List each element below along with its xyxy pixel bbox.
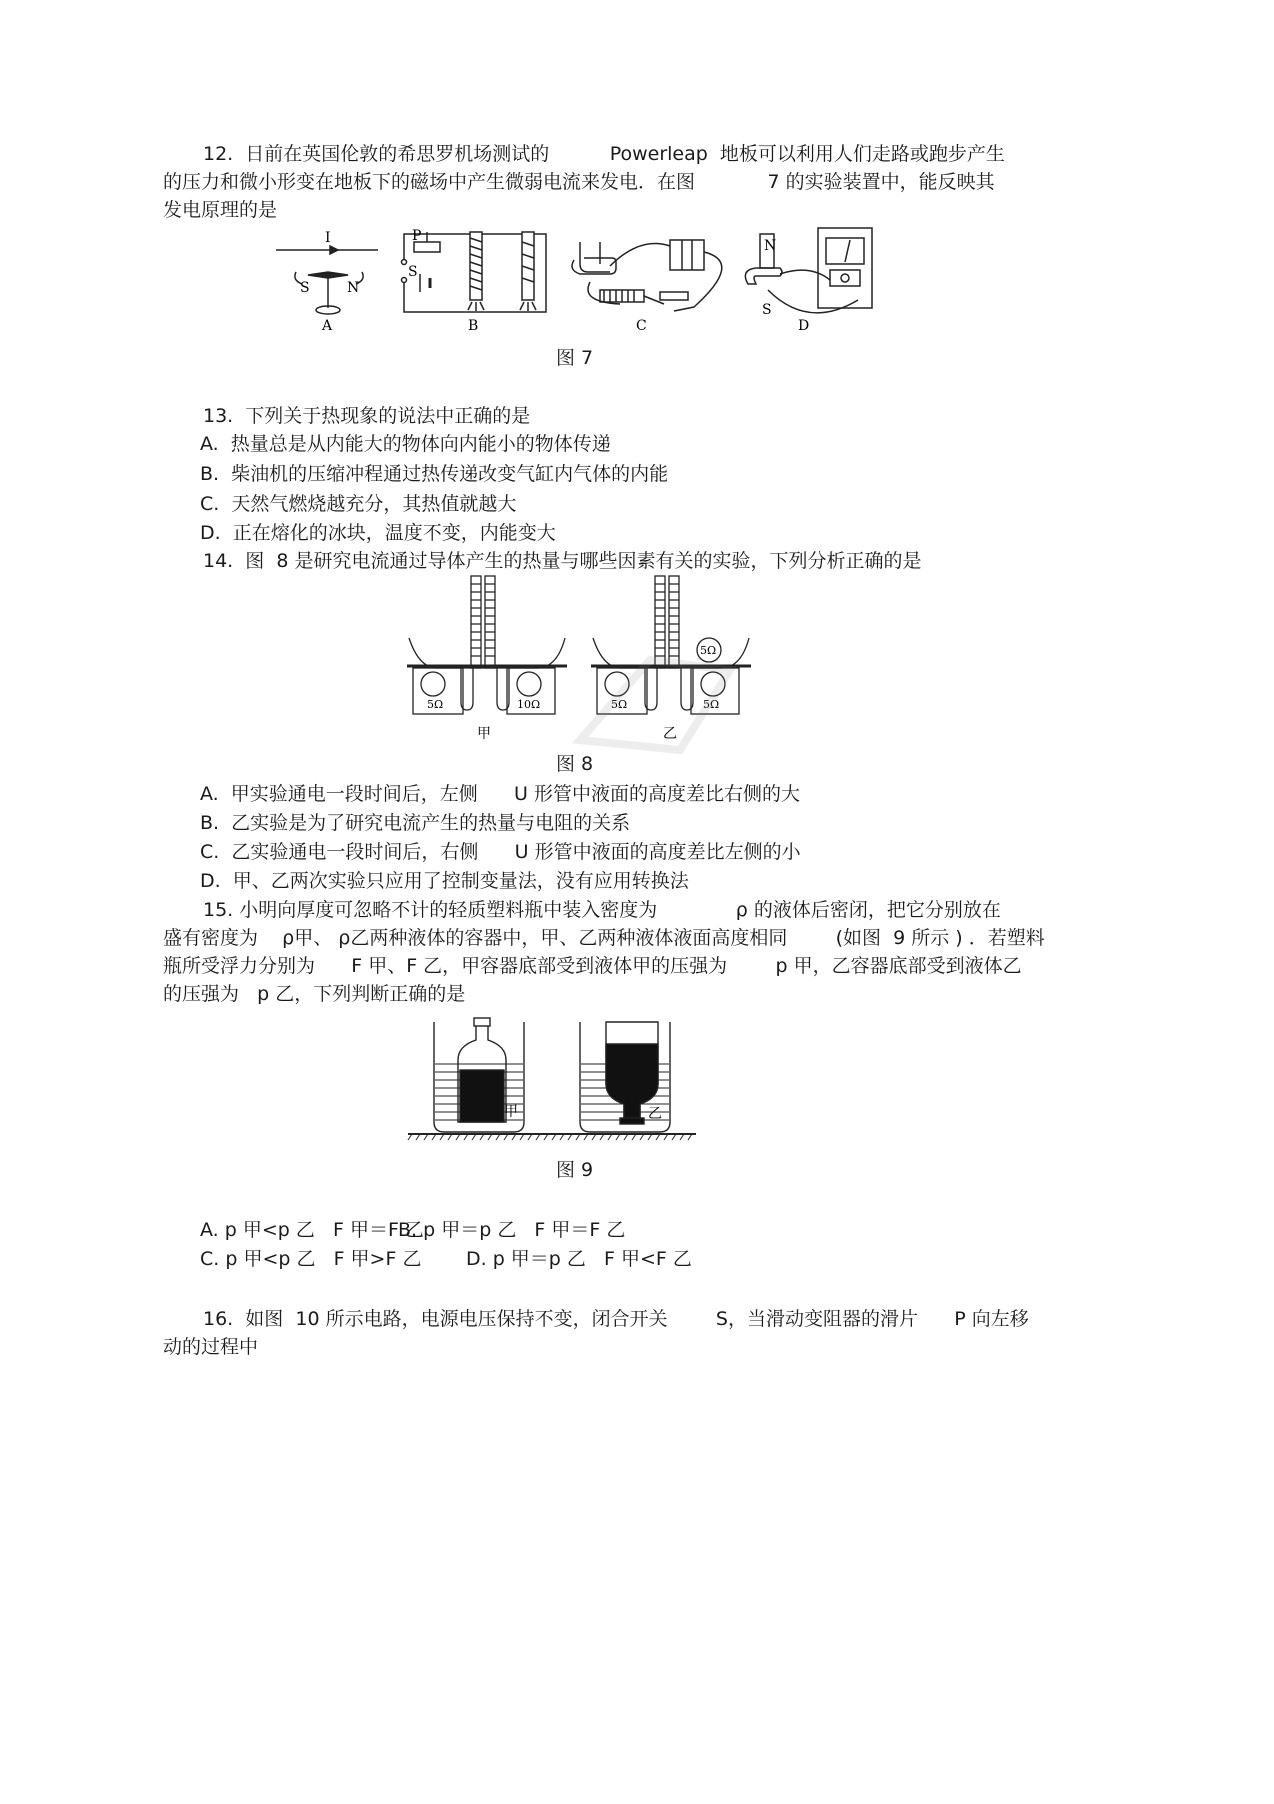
q15-line-3: 瓶所受浮力分别为 F 甲、F 乙，甲容器底部受到液体甲的压强为 p 甲，乙容器底部受到液体乙 <box>163 955 1022 977</box>
fig7-d-n-label: N <box>764 238 777 254</box>
figure-8-caption: 图 8 <box>556 753 594 775</box>
figure-7-c-motor <box>572 240 722 311</box>
fig8-resistor-2: 10Ω <box>517 698 541 711</box>
fig7-label-d: D <box>798 318 810 334</box>
fig7-current-label: I <box>325 230 331 246</box>
q15-option-c: C. p 甲<p 乙 F 甲>F 乙 <box>200 1248 422 1270</box>
q14-option-c: C. 乙实验通电一段时间后，右侧 U 形管中液面的高度差比左侧的小 <box>200 841 801 863</box>
q12-line-3: 发电原理的是 <box>163 199 278 221</box>
q14-option-d: D. 甲、乙两次实验只应用了控制变量法，没有应用转换法 <box>200 870 689 892</box>
q15-option-a: A. p 甲<p 乙 F 甲＝F 乙 <box>200 1219 424 1241</box>
fig7-a-n-label: N <box>347 280 360 296</box>
q16-line-1: 16. 如图 10 所示电路，电源电压保持不变，闭合开关 S，当滑动变阻器的滑片 P 向左移 <box>203 1308 1029 1330</box>
fig8-label-jia: 甲 <box>477 726 491 742</box>
fig9-label-jia: 甲 <box>504 1104 518 1120</box>
q14-option-a: A. 甲实验通电一段时间后，左侧 U 形管中液面的高度差比右侧的大 <box>200 783 800 805</box>
fig9-label-yi: 乙 <box>648 1106 662 1122</box>
figure-7-b-electromagnet <box>402 232 547 312</box>
fig7-label-b: B <box>468 318 479 334</box>
figure-7-caption: 图 7 <box>556 347 594 369</box>
fig8-resistor-5: 5Ω <box>700 644 717 657</box>
q13-option-c: C. 天然气燃烧越充分，其热值就越大 <box>200 493 517 515</box>
fig7-label-a: A <box>322 318 333 334</box>
fig7-d-s-label: S <box>762 302 772 318</box>
figure-9-caption: 图 9 <box>556 1159 594 1181</box>
fig7-b-p-label: P <box>412 228 422 244</box>
q13-option-a: A. 热量总是从内能大的物体向内能小的物体传递 <box>200 433 611 455</box>
fig7-a-s-label: S <box>300 280 310 296</box>
q14-stem: 14. 图 8 是研究电流通过导体产生的热量与哪些因素有关的实验，下列分析正确的是 <box>203 550 922 572</box>
q16-line-2: 动的过程中 <box>163 1336 259 1358</box>
fig7-b-s-label: S <box>408 264 418 280</box>
figure-7 <box>270 222 880 340</box>
q15-line-2: 盛有密度为 ρ甲、 ρ乙两种液体的容器中，甲、乙两种液体液面高度相同 (如图 9 所示 ) ．若塑料 <box>163 927 1045 949</box>
q12-line-1: 12. 日前在英国伦敦的希思罗机场测试的 Powerleap 地板可以利用人们走路或跑步产生 <box>203 143 1005 165</box>
watermark-shape <box>560 640 760 760</box>
q15-line-4: 的压强为 p 乙，下列判断正确的是 <box>163 983 466 1005</box>
q13-option-b: B. 柴油机的压缩冲程通过热传递改变气缸内气体的内能 <box>200 463 669 485</box>
q15-option-b: B. p 甲＝p 乙 F 甲＝F 乙 <box>398 1219 626 1241</box>
fig8-label-yi: 乙 <box>663 726 677 742</box>
figure-7-a-oersted <box>276 246 378 314</box>
q13-option-d: D. 正在熔化的冰块，温度不变，内能变大 <box>200 522 556 544</box>
fig8-resistor-1: 5Ω <box>427 698 444 711</box>
fig8-resistor-3: 5Ω <box>611 698 628 711</box>
q13-stem: 13. 下列关于热现象的说法中正确的是 <box>203 405 531 427</box>
q12-line-2: 的压力和微小形变在地板下的磁场中产生微弱电流来发电．在图 7 的实验装置中，能反映其 <box>163 171 995 193</box>
q15-line-1: 15. 小明向厚度可忽略不计的轻质塑料瓶中装入密度为 ρ 的液体后密闭，把它分别放在 <box>203 899 1001 921</box>
figure-9 <box>408 1018 698 1142</box>
fig8-resistor-4: 5Ω <box>703 698 720 711</box>
fig7-label-c: C <box>636 318 647 334</box>
q14-option-b: B. 乙实验是为了研究电流产生的热量与电阻的关系 <box>200 812 631 834</box>
q15-option-d: D. p 甲＝p 乙 F 甲<F 乙 <box>466 1248 692 1270</box>
